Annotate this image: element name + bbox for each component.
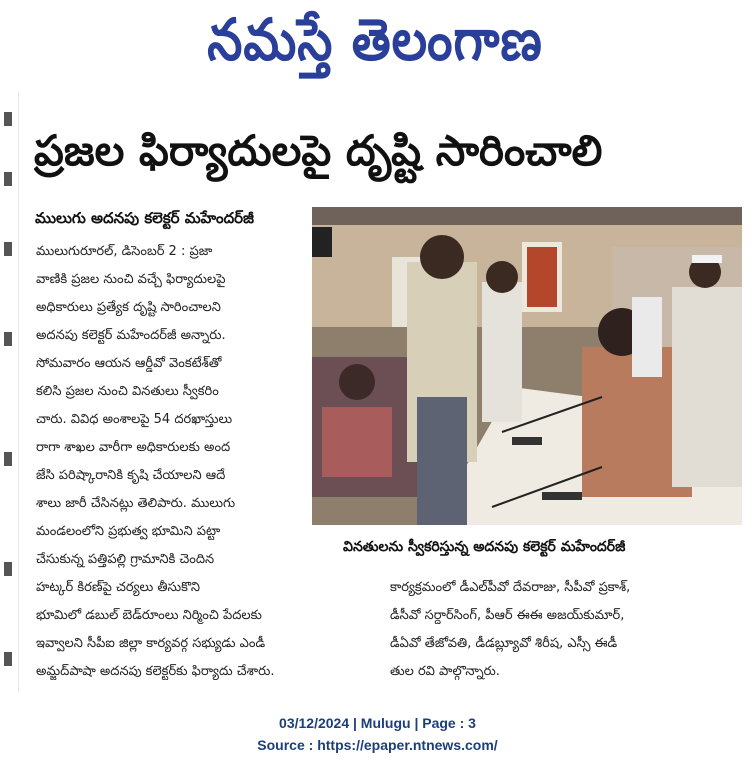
body-line: వాణికి ప్రజల నుంచి వచ్చే ఫిర్యాదులపై: [36, 272, 226, 287]
body-line: అధికారులు ప్రత్యేక దృష్టి సారించాలని: [36, 300, 221, 315]
body-line: మండలంలోని ప్రభుత్వ భూమిని పట్టా: [36, 524, 221, 539]
edge-glyph: [4, 172, 12, 186]
article-body-column: [36, 238, 306, 574]
body-line: కలిసి ప్రజల నుంచి వినతులు స్వీకరిం: [36, 384, 219, 399]
article-body-wide: [36, 574, 376, 686]
edge-glyph: [4, 562, 12, 576]
footer-date-edition: 03/12/2024 | Mulugu | Page : 3: [279, 715, 476, 731]
masthead: [0, 0, 755, 82]
body-line: కార్యక్రమంలో డీఎల్‌పీవో దేవరాజు, సీపీవో ప్రకాశ్,: [390, 580, 631, 595]
edge-glyph: [4, 652, 12, 666]
body-line: ఇవ్వాలని సీపీఐ జిల్లా కార్యవర్గ సభ్యుడు ఎండీ: [36, 636, 266, 651]
body-line: జేసి పరిష్కారానికి కృషి చేయాలని ఆదే: [36, 468, 226, 483]
edge-glyph: [4, 242, 12, 256]
body-line: అమ్జద్‌పాషా అదనపు కలెక్టర్‌కు ఫిర్యాదు చేశారు.: [36, 664, 275, 679]
body-line: రాగా శాఖల వారీగా అధికారులకు అంద: [36, 440, 231, 455]
footer-source: Source : https://epaper.ntnews.com/: [257, 737, 498, 753]
body-line: చేసుకున్న పత్తిపల్లి గ్రామానికి చెందిన: [36, 552, 215, 567]
photo-caption: వినతులను స్వీకరిస్తున్న అదనపు కలెక్టర్ మహేందర్‌జీ: [343, 539, 626, 555]
body-line: డీసీవో సర్దార్‌సింగ్, పీఆర్ ఈఈ అజయ్‌కుమార్,: [390, 608, 625, 623]
body-line: హట్కర్ కిరణ్‌పై చర్యలు తీసుకొని: [36, 580, 201, 595]
body-line: శాలు జారీ చేసినట్లు తెలిపారు. ములుగు: [36, 496, 236, 511]
article-headline: ప్రజల ఫిర్యాదులపై దృష్టి సారించాలి: [34, 126, 603, 175]
body-line: డీఏవో తేజోవతి, డీడబ్ల్యూవో శిరీష, ఎస్సీ ఈడీ: [390, 636, 618, 651]
edge-glyph: [4, 332, 12, 346]
body-line: తుల రవి పాల్గొన్నారు.: [390, 664, 500, 679]
edge-glyph: [4, 112, 12, 126]
body-line: సోమవారం ఆయన ఆర్డీవో వెంకటేశ్‌తో: [36, 356, 222, 371]
article-photo: [312, 207, 742, 525]
article-subhead: ములుగు అదనపు కలెక్టర్ మహేందర్‌జీ: [35, 209, 255, 227]
body-line: భూమిలో డబుల్ బెడ్‌రూంలు నిర్మించి పేదలకు: [36, 608, 262, 623]
body-line: అదనపు కలెక్టర్ మహేందర్‌జీ అన్నారు.: [36, 328, 226, 343]
clipping-footer: [0, 712, 755, 756]
body-line: చారు. వివిధ అంశాలపై 54 దరఖాస్తులు: [36, 412, 233, 427]
adjacent-column-edge: [0, 92, 19, 692]
body-line: ములుగురూరల్, డిసెంబర్ 2 : ప్రజా: [36, 244, 213, 259]
newspaper-title: నమస్తే తెలంగాణ: [207, 6, 543, 74]
edge-glyph: [4, 452, 12, 466]
article-body-right: [390, 574, 740, 686]
